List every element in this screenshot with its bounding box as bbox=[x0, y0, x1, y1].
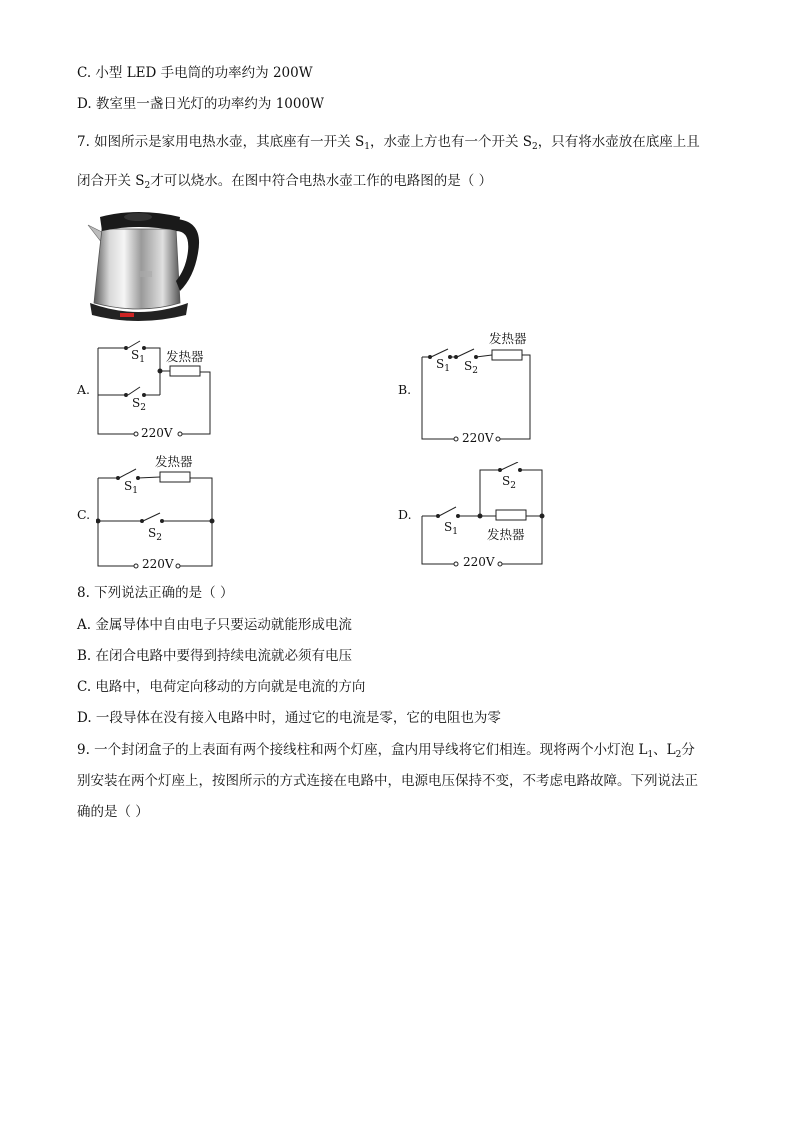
circuit-a-s2: $S_2$ bbox=[132, 396, 146, 413]
question-9-line2: 别安装在两个灯座上，按图所示的方式连接在电路中，电源电压保持不变，不考虑电路故障。下列说法正 bbox=[77, 773, 698, 789]
option-a-label: A. bbox=[77, 382, 91, 397]
q7-text-e: 才可以烧水。在图中符合电热水壶工作的电路图的是（ ） bbox=[150, 173, 493, 189]
circuit-c-heater-label: 发热器 bbox=[155, 454, 193, 469]
q7-sub-c: 2 bbox=[144, 181, 151, 191]
q7-sub-a: 1 bbox=[364, 142, 370, 152]
q7-text-c: ，只有将水壶放在底座上且 bbox=[537, 134, 700, 150]
q9-sub-a: 1 bbox=[647, 750, 654, 760]
q7-sub-b: 2 bbox=[532, 142, 538, 152]
option-c-q6: C. 小型 LED 手电筒的功率约为 200W bbox=[77, 65, 313, 81]
circuit-d-voltage: 220V bbox=[463, 555, 495, 569]
q8-option-d: D. 一段导体在没有接入电路中时，通过它的电流是零，它的电阻也为零 bbox=[77, 710, 501, 726]
q7-text-a: 7. 如图所示是家用电热水壶，其底座有一开关 S bbox=[77, 134, 365, 150]
circuit-d bbox=[420, 462, 546, 570]
circuit-c-s2: $S_2$ bbox=[148, 526, 162, 543]
q9-text-a: 9. 一个封闭盒子的上表面有两个接线柱和两个灯座，盒内用导线将它们相连。现将两个小灯泡 L bbox=[77, 742, 648, 758]
circuit-b-s2: $S_2$ bbox=[464, 359, 478, 376]
option-d-label: D. bbox=[398, 507, 412, 522]
question-7-line2 bbox=[77, 172, 492, 195]
circuit-c bbox=[96, 466, 216, 570]
option-c-label: C. bbox=[77, 507, 91, 522]
circuit-b-heater-label: 发热器 bbox=[489, 331, 527, 346]
circuit-c-voltage: 220V bbox=[142, 557, 174, 571]
circuit-a-s1: $S_1$ bbox=[131, 348, 145, 365]
q7-text-d: 闭合开关 S bbox=[77, 173, 145, 189]
option-d-q6: D. 教室里一盏日光灯的功率约为 1000W bbox=[77, 96, 324, 112]
kettle-image bbox=[80, 203, 205, 325]
question-7-line1 bbox=[77, 133, 700, 156]
circuit-d-heater-label: 发热器 bbox=[487, 527, 525, 542]
question-9-line3: 确的是（ ） bbox=[77, 804, 149, 820]
q7-text-b: ，水壶上方也有一个开关 S bbox=[369, 134, 532, 150]
circuit-c-s1: $S_1$ bbox=[124, 479, 138, 496]
q9-text-b: 、L bbox=[653, 742, 676, 758]
q8-option-c: C. 电路中，电荷定向移动的方向就是电流的方向 bbox=[77, 679, 366, 695]
q8-option-b: B. 在闭合电路中要得到持续电流就必须有电压 bbox=[77, 648, 353, 664]
circuit-d-s2: $S_2$ bbox=[502, 474, 516, 491]
q9-text-c: 分 bbox=[681, 742, 695, 758]
question-9-line1 bbox=[77, 741, 695, 764]
circuit-b-voltage: 220V bbox=[462, 431, 494, 445]
option-b-label: B. bbox=[398, 382, 412, 397]
q8-option-a: A. 金属导体中自由电子只要运动就能形成电流 bbox=[77, 617, 352, 633]
circuit-a-heater-label: 发热器 bbox=[166, 349, 204, 364]
circuit-a-voltage: 220V bbox=[141, 426, 173, 440]
circuit-b-s1: $S_1$ bbox=[436, 357, 450, 374]
q9-sub-b: 2 bbox=[675, 750, 682, 760]
question-8: 8. 下列说法正确的是（ ） bbox=[77, 585, 234, 601]
circuit-d-s1: $S_1$ bbox=[444, 520, 458, 537]
